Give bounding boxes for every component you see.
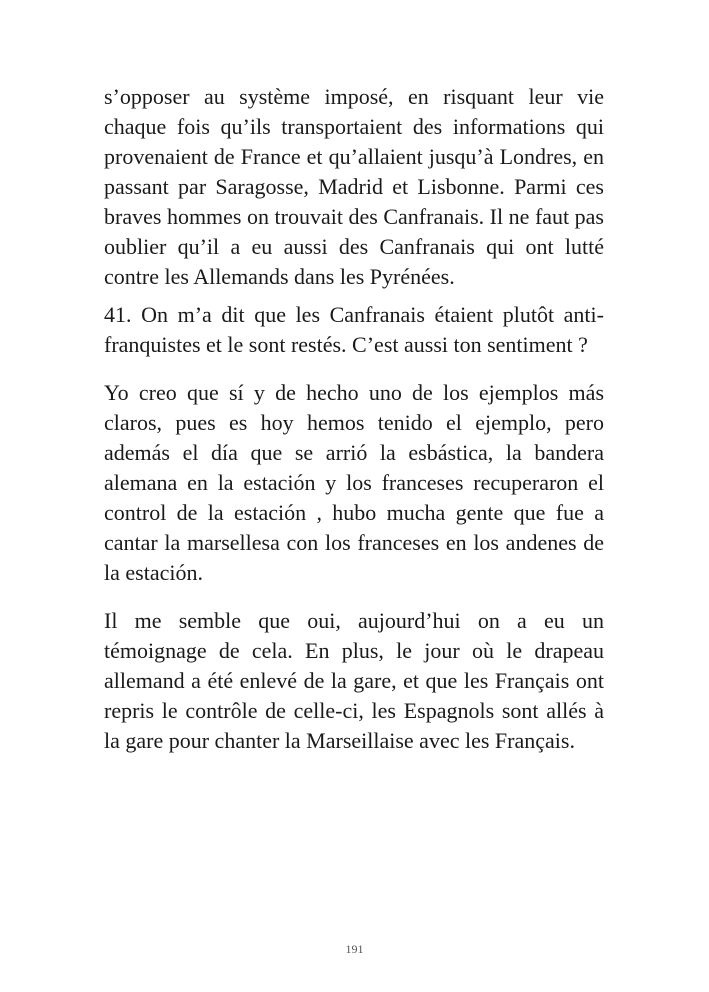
paragraph-answer-french: Il me semble que oui, aujourd’hui on a eu un témoignage de cela. En plus, le jour où le drapeau allemand a été enlevé de la gare, et que les Français ont repris le contrôle de celle-ci, les Espagnols sont allés à la gare pour chanter la Marseillaise avec les Français.: [104, 608, 604, 753]
paragraph-resistance: s’opposer au système imposé, en risquant leur vie chaque fois qu’ils transportaient des informations qui provenaient de France et qu’allaient jusqu’à Londres, en passant par Saragosse, Madrid et Lisbonne. Parmi ces braves hommes on trouvait des Canfranais. Il ne faut pas oublier qu’il a eu aussi des Canfranais qui ont lutté contre les Allemands dans les Pyrénées.: [104, 84, 604, 289]
page-number: 191: [345, 942, 364, 956]
paragraph-answer-spanish: Yo creo que sí y de hecho uno de los ejemplos más claros, pues es hoy hemos tenido el ejemplo, pero además el día que se arrió la esbástica, la bandera alemana en la estación y los franceses recuperaron el control de la estación , hubo mucha gente que fue a cantar la marsellesa con los franceses en los andenes de la estación.: [104, 380, 604, 585]
paragraph-question-41: 41. On m’a dit que les Canfranais étaient plutôt anti-franquistes et le sont restés. C’est aussi ton sentiment ?: [104, 302, 604, 357]
page-body: [104, 82, 604, 756]
